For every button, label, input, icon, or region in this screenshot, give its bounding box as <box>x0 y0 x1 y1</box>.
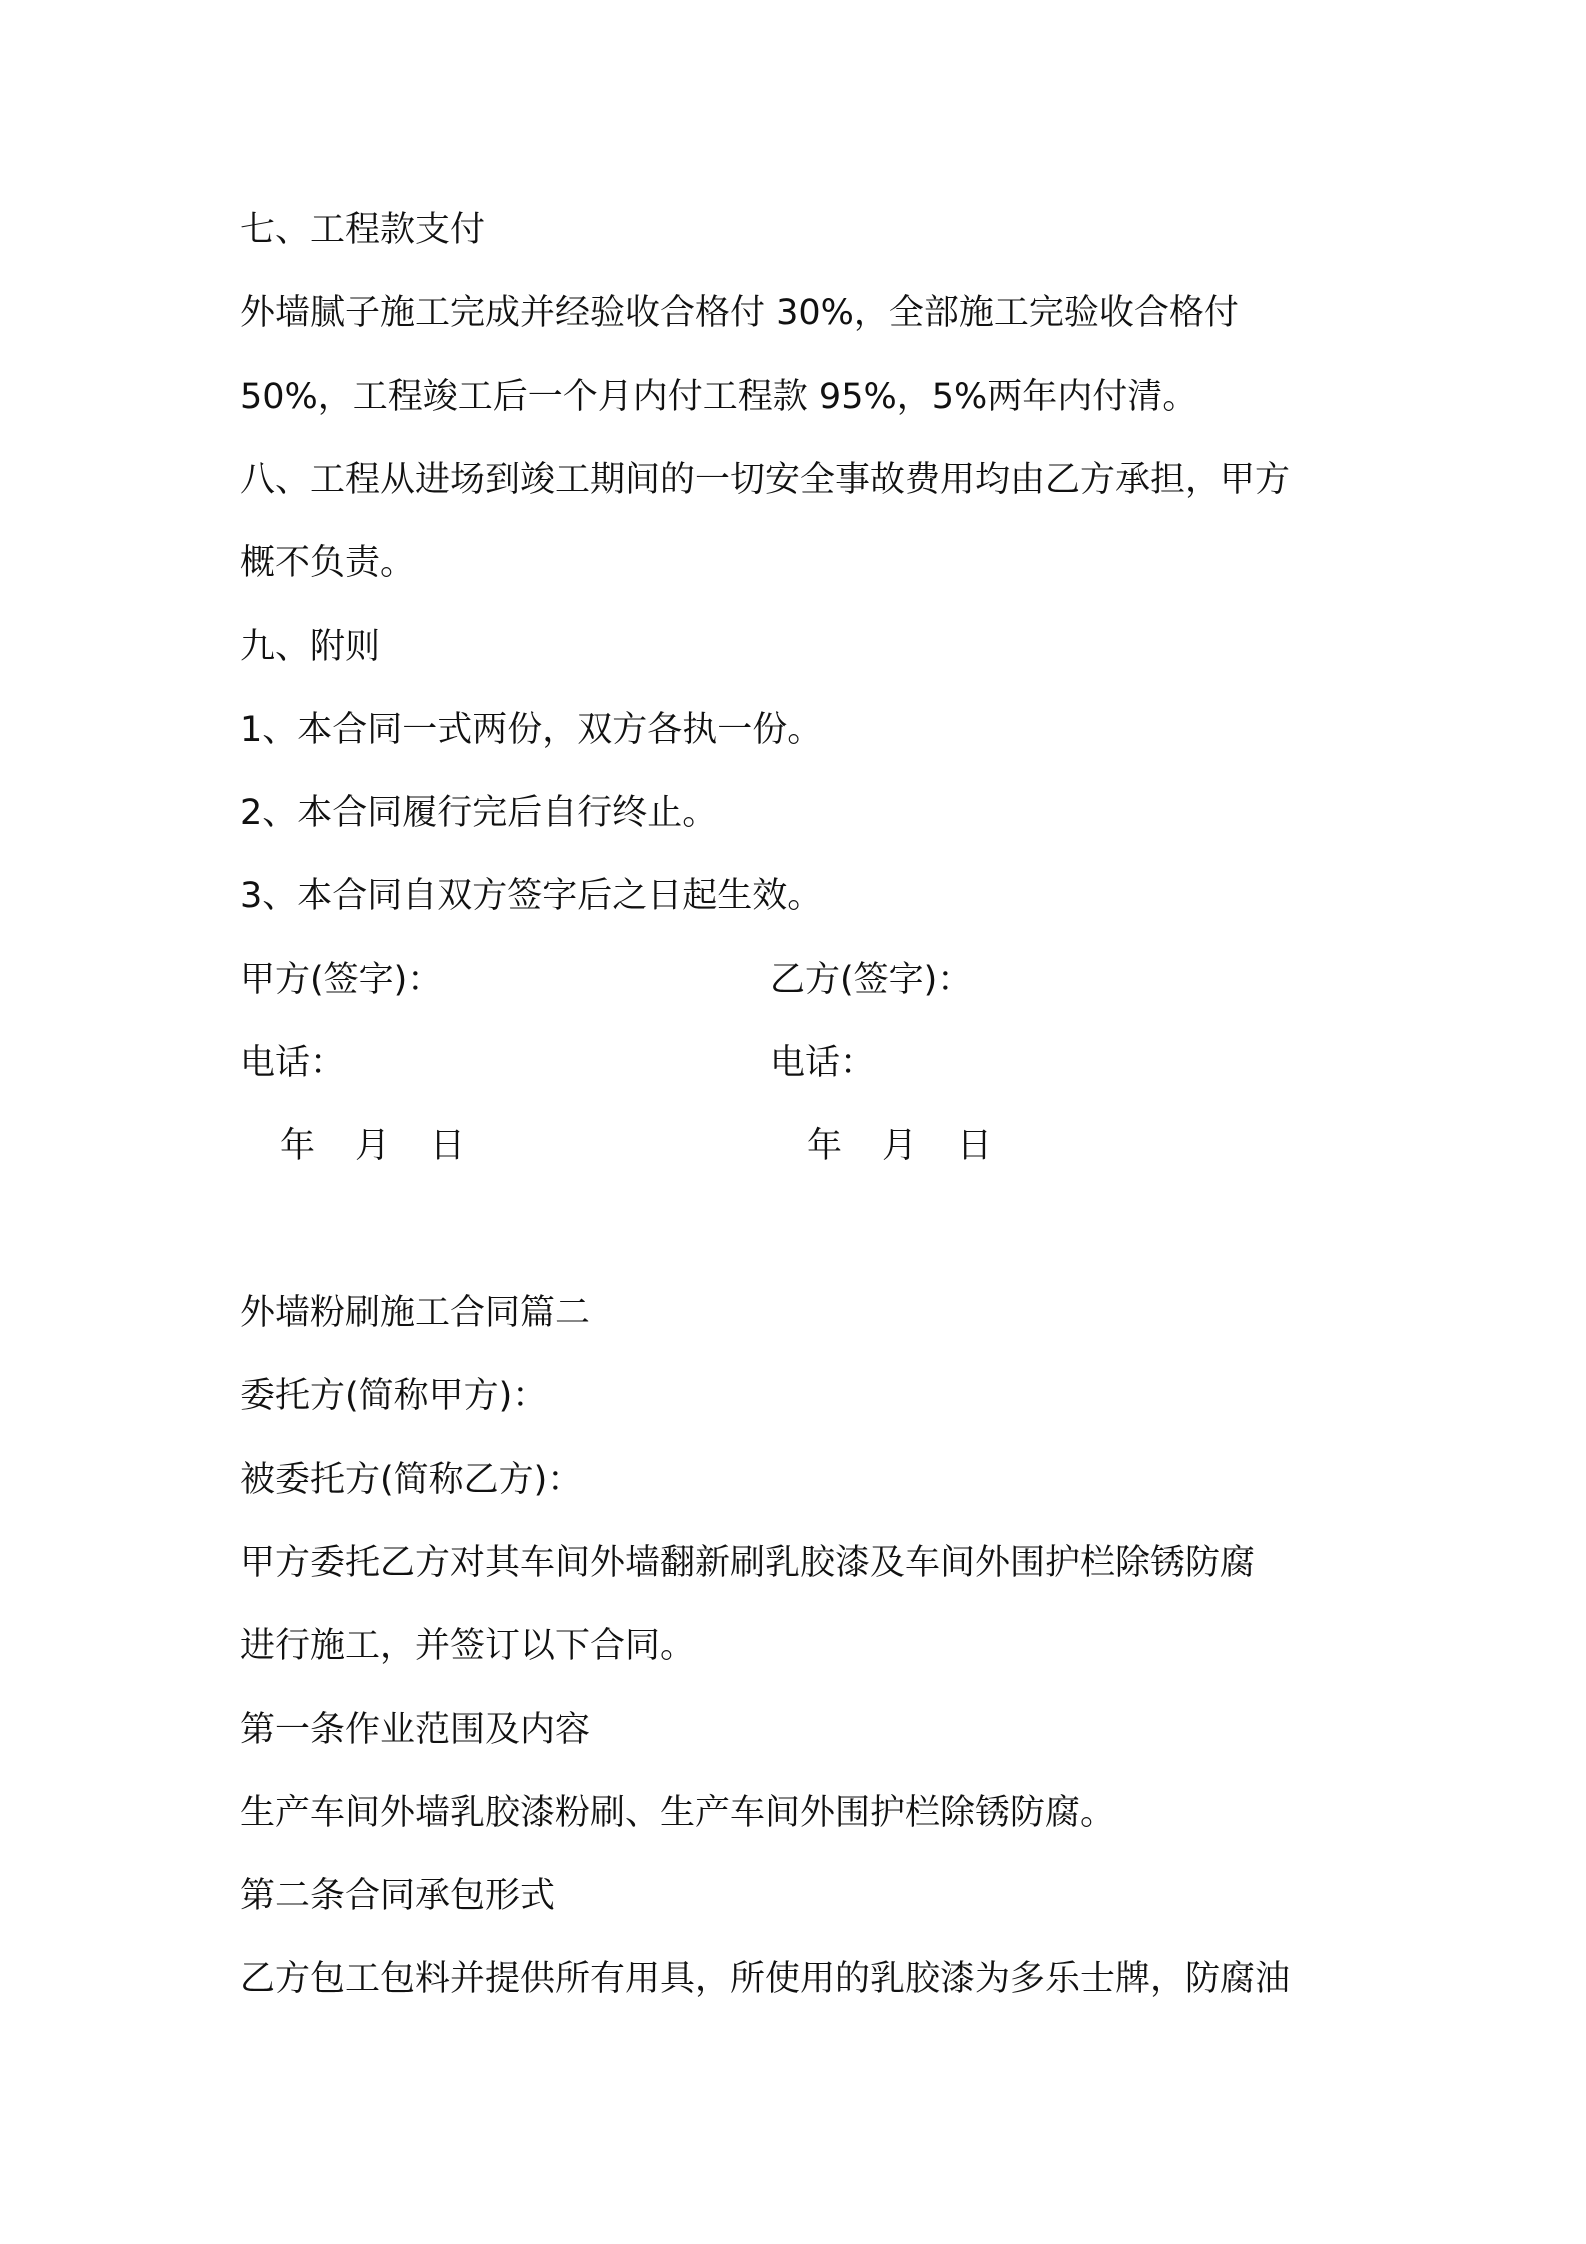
article-2-body: 乙方包工包料并提供所有用具，所使用的乳胶漆为多乐士牌，防腐油 <box>240 1959 1291 1999</box>
article-1-heading: 第一条作业范围及内容 <box>240 1710 591 1750</box>
party-a-sign-label: 甲方(签字)： <box>240 960 443 1000</box>
section-9-heading: 九、附则 <box>240 627 381 667</box>
section-8-line-1: 八、工程从进场到竣工期间的一切安全事故费用均由乙方承担，甲方 <box>240 460 1291 500</box>
party-a-phone-label: 电话： <box>240 1043 346 1083</box>
party-b-date-day: 日 <box>957 1126 993 1166</box>
contract-2-intro-line-2: 进行施工，并签订以下合同。 <box>240 1626 696 1666</box>
section-7-heading: 七、工程款支付 <box>240 210 486 250</box>
party-b-date <box>807 1122 992 1170</box>
section-8-line-2: 概不负责。 <box>240 543 416 583</box>
section-7-body-line-2: 50%，工程竣工后一个月内付工程款 95%，5%两年内付清。 <box>240 377 1198 417</box>
party-b-date-month: 月 <box>882 1126 918 1166</box>
party-a-date-year: 年 <box>280 1126 316 1166</box>
section-7-body-line-1: 外墙腻子施工完成并经验收合格付 30%，全部施工完验收合格付 <box>240 293 1239 333</box>
section-9-item-2: 2、本合同履行完后自行终止。 <box>240 793 718 833</box>
party-a-date-day: 日 <box>430 1126 466 1166</box>
article-2-heading: 第二条合同承包形式 <box>240 1876 556 1916</box>
contract-2-intro-line-1: 甲方委托乙方对其车间外墙翻新刷乳胶漆及车间外围护栏除锈防腐 <box>240 1543 1256 1583</box>
party-a-date-month: 月 <box>355 1126 391 1166</box>
contract-2-title: 外墙粉刷施工合同篇二 <box>240 1293 591 1333</box>
contractor-label: 被委托方(简称乙方)： <box>240 1460 583 1500</box>
section-9-item-1: 1、本合同一式两份，双方各执一份。 <box>240 710 823 750</box>
party-b-date-year: 年 <box>807 1126 843 1166</box>
article-1-body: 生产车间外墙乳胶漆粉刷、生产车间外围护栏除锈防腐。 <box>240 1793 1116 1833</box>
party-a-date <box>280 1122 465 1170</box>
party-b-sign-label: 乙方(签字)： <box>770 960 973 1000</box>
section-9-item-3: 3、本合同自双方签字后之日起生效。 <box>240 876 823 916</box>
party-b-phone-label: 电话： <box>770 1043 876 1083</box>
client-label: 委托方(简称甲方)： <box>240 1376 548 1416</box>
